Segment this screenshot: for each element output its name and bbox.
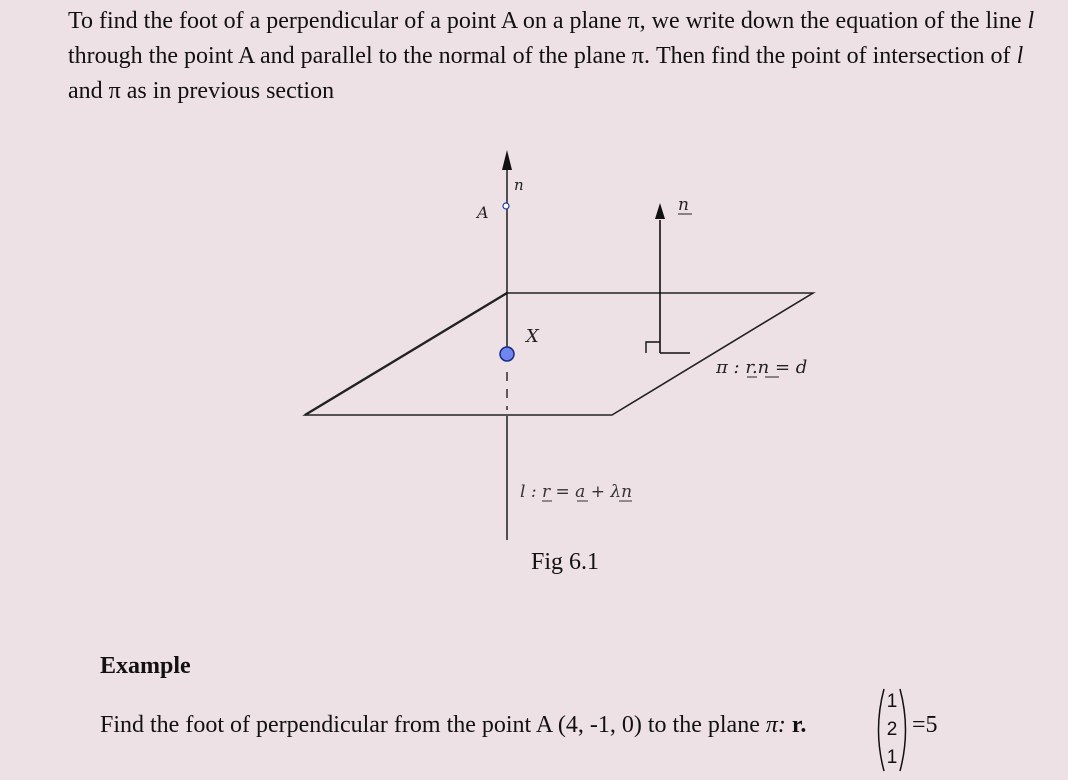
- line-symbol-2: l: [1016, 43, 1024, 69]
- plane-edge-thick: [305, 293, 507, 415]
- label-a: A: [477, 203, 489, 222]
- example-heading: Example: [100, 653, 191, 679]
- example-text: Find the foot of perpendicular from the point A (4, -1, 0) to the plane: [100, 712, 766, 738]
- equation-rhs: =5: [912, 712, 938, 738]
- plane-parallelogram: [305, 293, 813, 415]
- label-x: X: [526, 326, 539, 347]
- normal-vector-arrowhead: [655, 203, 665, 219]
- line-symbol: l: [1027, 8, 1035, 34]
- plane-equation: π : r.n = d: [716, 357, 808, 378]
- point-a: [503, 203, 509, 209]
- label-n-normal: n: [678, 195, 689, 215]
- vector-entry-2: 2: [886, 719, 898, 740]
- right-angle-marker: [646, 342, 660, 353]
- label-n-line: n: [514, 176, 524, 194]
- plane-symbol: π:: [765, 712, 786, 738]
- r-bold: r.: [785, 712, 807, 738]
- line-l-arrowhead: [502, 150, 512, 170]
- vector-entries: [884, 688, 900, 772]
- intro-text-1: To find the foot of a perpendicular of a point A on a plane π, we write down the equation of the line: [68, 8, 1028, 34]
- figure-caption: Fig 6.1: [531, 549, 600, 575]
- intro-text-3: and π as in previous section: [68, 78, 335, 104]
- example-problem: [100, 712, 806, 739]
- line-equation: l : r = a + λn: [520, 482, 633, 502]
- intro-text-2: through the point A and parallel to the normal of the plane π. Then find the point of intersection of: [68, 43, 1017, 69]
- vector-entry-3: 1: [886, 747, 898, 768]
- vector-entry-1: 1: [886, 691, 898, 712]
- normal-column-vector: [872, 686, 912, 774]
- point-x-foot: [500, 347, 514, 361]
